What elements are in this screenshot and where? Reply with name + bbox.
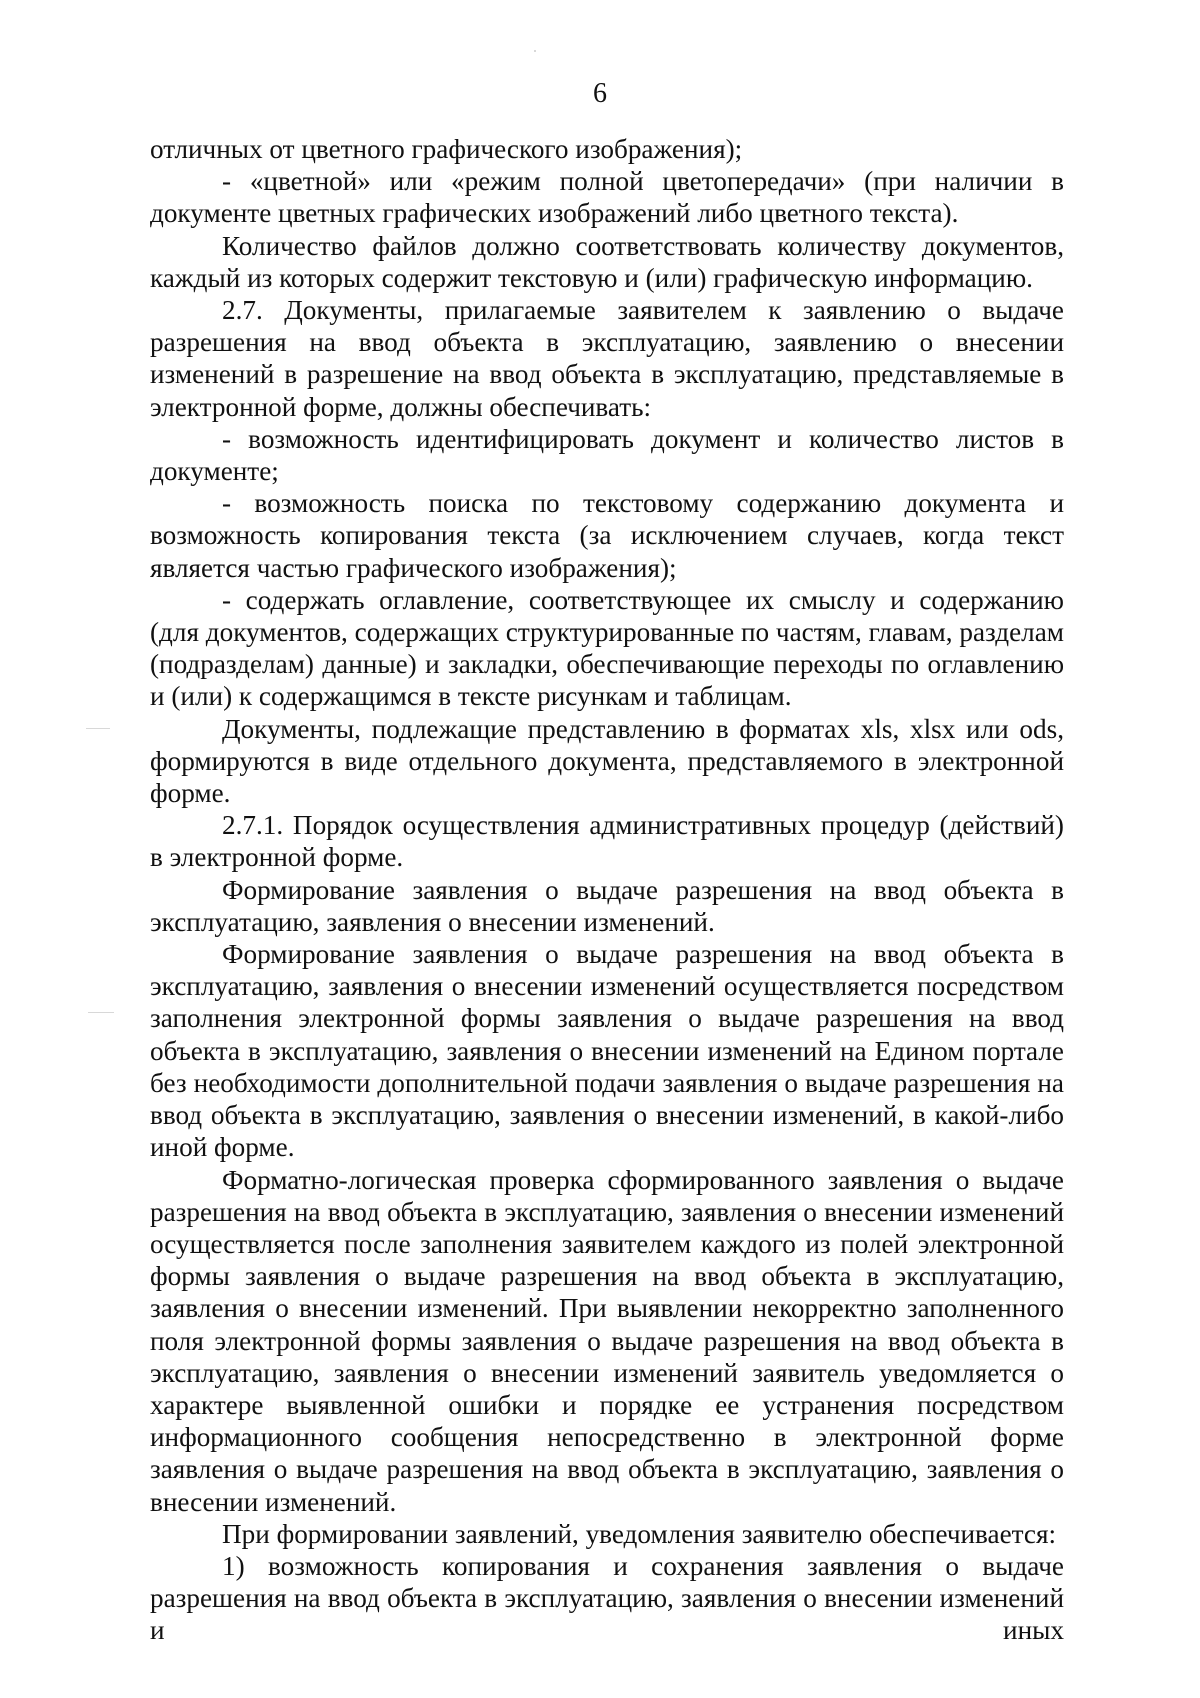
paragraph: При формировании заявлений, уведомления заявителю обеспечивается: bbox=[222, 1518, 1057, 1549]
paragraph: Количество файлов должно соответствовать количеству документов, каждый из которых содержит текстовую и (или) графическую информацию. bbox=[150, 230, 1064, 293]
paragraph: Форматно-логическая проверка сформированного заявления о выдаче разрешения на ввод объекта в эксплуатацию, заявления о внесении изменений осуществляется после заполнения заявителем каждого из полей электронной формы заявления о выдаче разрешения на ввод объекта в эксплуатацию, заявления о внесении изменений. При выявлении некорректно заполненного поля электронной формы заявления о выдаче разрешения на ввод объекта в эксплуатацию, заявления о внесении изменений заявитель уведомляется о характере выявленной ошибки и порядке ее устранения посредством информационного сообщения непосредственно в электронной форме заявления о выдаче разрешения на ввод объекта в эксплуатацию, заявления о внесении изменений. bbox=[150, 1164, 1064, 1517]
document-body bbox=[150, 133, 1064, 1647]
paragraph: 2.7.1. Порядок осуществления административных процедур (действий) в электронной форме. bbox=[150, 810, 1064, 873]
scan-artifact bbox=[534, 50, 536, 52]
page-number: 6 bbox=[593, 78, 607, 109]
paragraph: Формирование заявления о выдаче разрешения на ввод объекта в эксплуатацию, заявления о внесении изменений осуществляется посредством заполнения электронной формы заявления о выдаче разрешения на ввод объекта в эксплуатацию, заявления о внесении изменений на Едином портале без необходимости дополнительной подачи заявления о выдаче разрешения на ввод объекта в эксплуатацию, заявления о внесении изменений, в какой-либо иной форме. bbox=[150, 939, 1064, 1163]
paragraph: Документы, подлежащие представлению в форматах xls, xlsx или ods, формируются в виде отдельного документа, представляемого в электронной форме. bbox=[150, 713, 1064, 809]
paragraph: - содержать оглавление, соответствующее их смыслу и содержанию (для документов, содержащих структурированные по частям, главам, разделам (подразделам) данные) и закладки, обеспечивающие переходы по оглавлению и (или) к содержащимся в тексте рисункам и таблицам. bbox=[150, 584, 1064, 712]
paragraph: - возможность идентифицировать документ и количество листов в документе; bbox=[150, 423, 1064, 487]
paragraph: - «цветной» или «режим полной цветопередачи» (при наличии в документе цветных графических изображений либо цветного текста). bbox=[150, 166, 1064, 229]
paragraph: Формирование заявления о выдаче разрешения на ввод объекта в эксплуатацию, заявления о внесении изменений. bbox=[150, 874, 1064, 937]
paragraph: 2.7. Документы, прилагаемые заявителем к заявлению о выдаче разрешения на ввод объекта в эксплуатацию, заявлению о внесении изменений в разрешение на ввод объекта в эксплуатацию, представляемые в электронной форме, должны обеспечивать: bbox=[150, 295, 1064, 422]
paragraph: отличных от цветного графического изображения); bbox=[150, 134, 743, 164]
scan-artifact bbox=[88, 1012, 114, 1013]
scan-artifact bbox=[86, 728, 110, 729]
paragraph: 1) возможность копирования и сохранения заявления о выдаче разрешения на ввод объекта в эксплуатацию, заявления о внесении изменений и иных bbox=[150, 1550, 1064, 1646]
paragraph: - возможность поиска по текстовому содержанию документа и возможность копирования текста (за исключением случаев, когда текст является частью графического изображения); bbox=[150, 488, 1064, 583]
